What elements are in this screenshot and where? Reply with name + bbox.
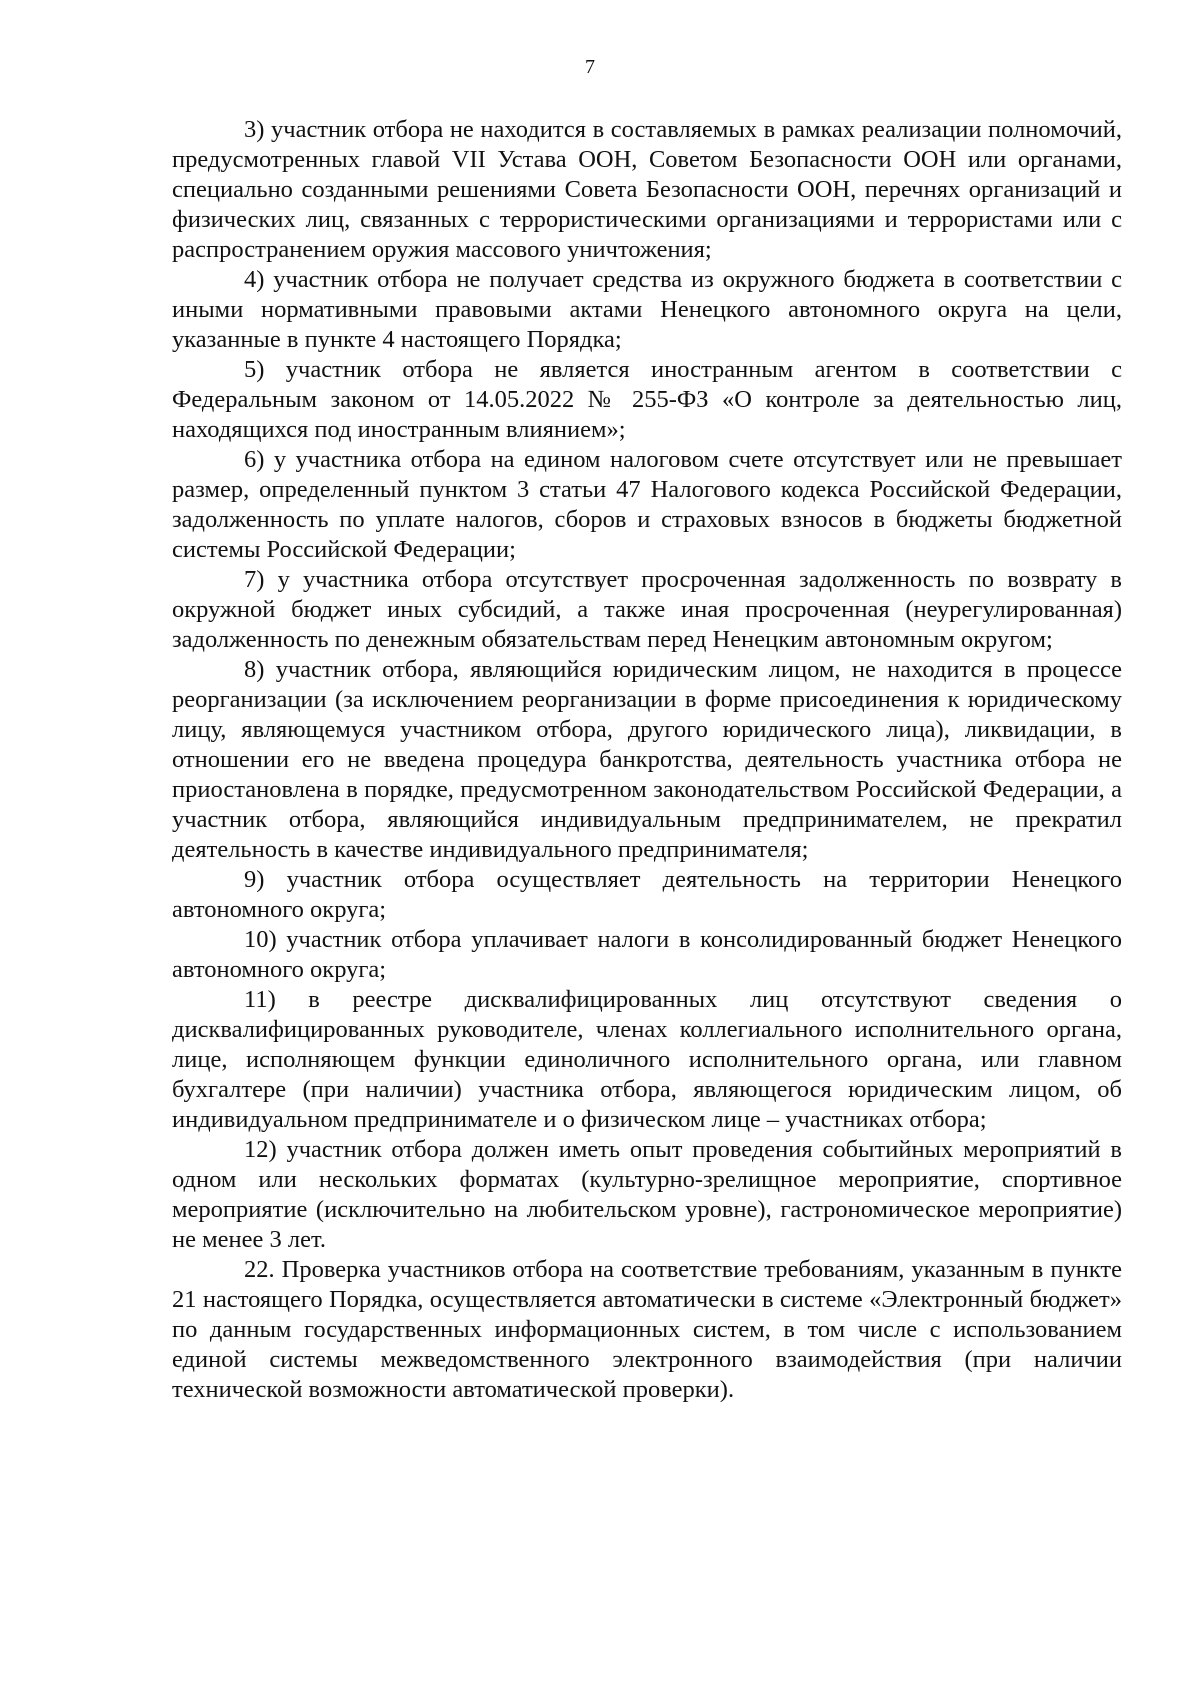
paragraph-item-11: 11) в реестре дисквалифицированных лиц отсутствуют сведения о дисквалифицированных руководителе, членах коллегиального исполнительного органа, лице, исполняющем функции единоличного исполнительного органа, или главном бухгалтере (при наличии) участника отбора, являющегося юридическим лицом, об индивидуальном предпринимателе и о физическом лице – участниках отбора;: [172, 986, 1122, 1133]
paragraph-item-3: 3) участник отбора не находится в составляемых в рамках реализации полномочий, предусмотренных главой VII Устава ООН, Советом Безопасности ООН или органами, специально созданными решениями Совета Безопасности ООН, перечнях организаций и физических лиц, связанных с террористическими организациями и террористами или с распространением оружия массового уничтожения;: [172, 116, 1122, 263]
paragraph-item-10: 10) участник отбора уплачивает налоги в консолидированный бюджет Ненецкого автономного округа;: [172, 926, 1122, 983]
paragraph-item-5: 5) участник отбора не является иностранным агентом в соответствии с Федеральным законом от 14.05.2022 № 255-ФЗ «О контроле за деятельностью лиц, находящихся под иностранным влиянием»;: [172, 356, 1122, 443]
paragraph-item-6: 6) у участника отбора на едином налоговом счете отсутствует или не превышает размер, определенный пунктом 3 статьи 47 Налогового кодекса Российской Федерации, задолженность по уплате налогов, сборов и страховых взносов в бюджеты бюджетной системы Российской Федерации;: [172, 446, 1122, 563]
paragraph-section-22: 22. Проверка участников отбора на соответствие требованиям, указанным в пункте 21 настоящего Порядка, осуществляется автоматически в системе «Электронный бюджет» по данным государственных информационных систем, в том числе с использованием единой системы межведомственного электронного взаимодействия (при наличии технической возможности автоматической проверки).: [172, 1256, 1122, 1403]
paragraph-item-7: 7) у участника отбора отсутствует просроченная задолженность по возврату в окружной бюджет иных субсидий, а также иная просроченная (неурегулированная) задолженность по денежным обязательствам перед Ненецким автономным округом;: [172, 566, 1122, 653]
paragraph-item-12: 12) участник отбора должен иметь опыт проведения событийных мероприятий в одном или нескольких форматах (культурно-зрелищное мероприятие, спортивное мероприятие (исключительно на любительском уровне), гастрономическое мероприятие) не менее 3 лет.: [172, 1136, 1122, 1253]
document-body: [172, 115, 1122, 1405]
paragraph-item-4: 4) участник отбора не получает средства из окружного бюджета в соответствии с иными нормативными правовыми актами Ненецкого автономного округа на цели, указанные в пункте 4 настоящего Порядка;: [172, 266, 1122, 353]
page-number: 7: [585, 56, 595, 78]
paragraph-item-9: 9) участник отбора осуществляет деятельность на территории Ненецкого автономного округа;: [172, 866, 1122, 923]
paragraph-item-8: 8) участник отбора, являющийся юридическим лицом, не находится в процессе реорганизации (за исключением реорганизации в форме присоединения к юридическому лицу, являющемуся участником отбора, другого юридического лица), ликвидации, в отношении его не введена процедура банкротства, деятельность участника отбора не приостановлена в порядке, предусмотренном законодательством Российской Федерации, а участник отбора, являющийся индивидуальным предпринимателем, не прекратил деятельность в качестве индивидуального предпринимателя;: [172, 656, 1122, 863]
